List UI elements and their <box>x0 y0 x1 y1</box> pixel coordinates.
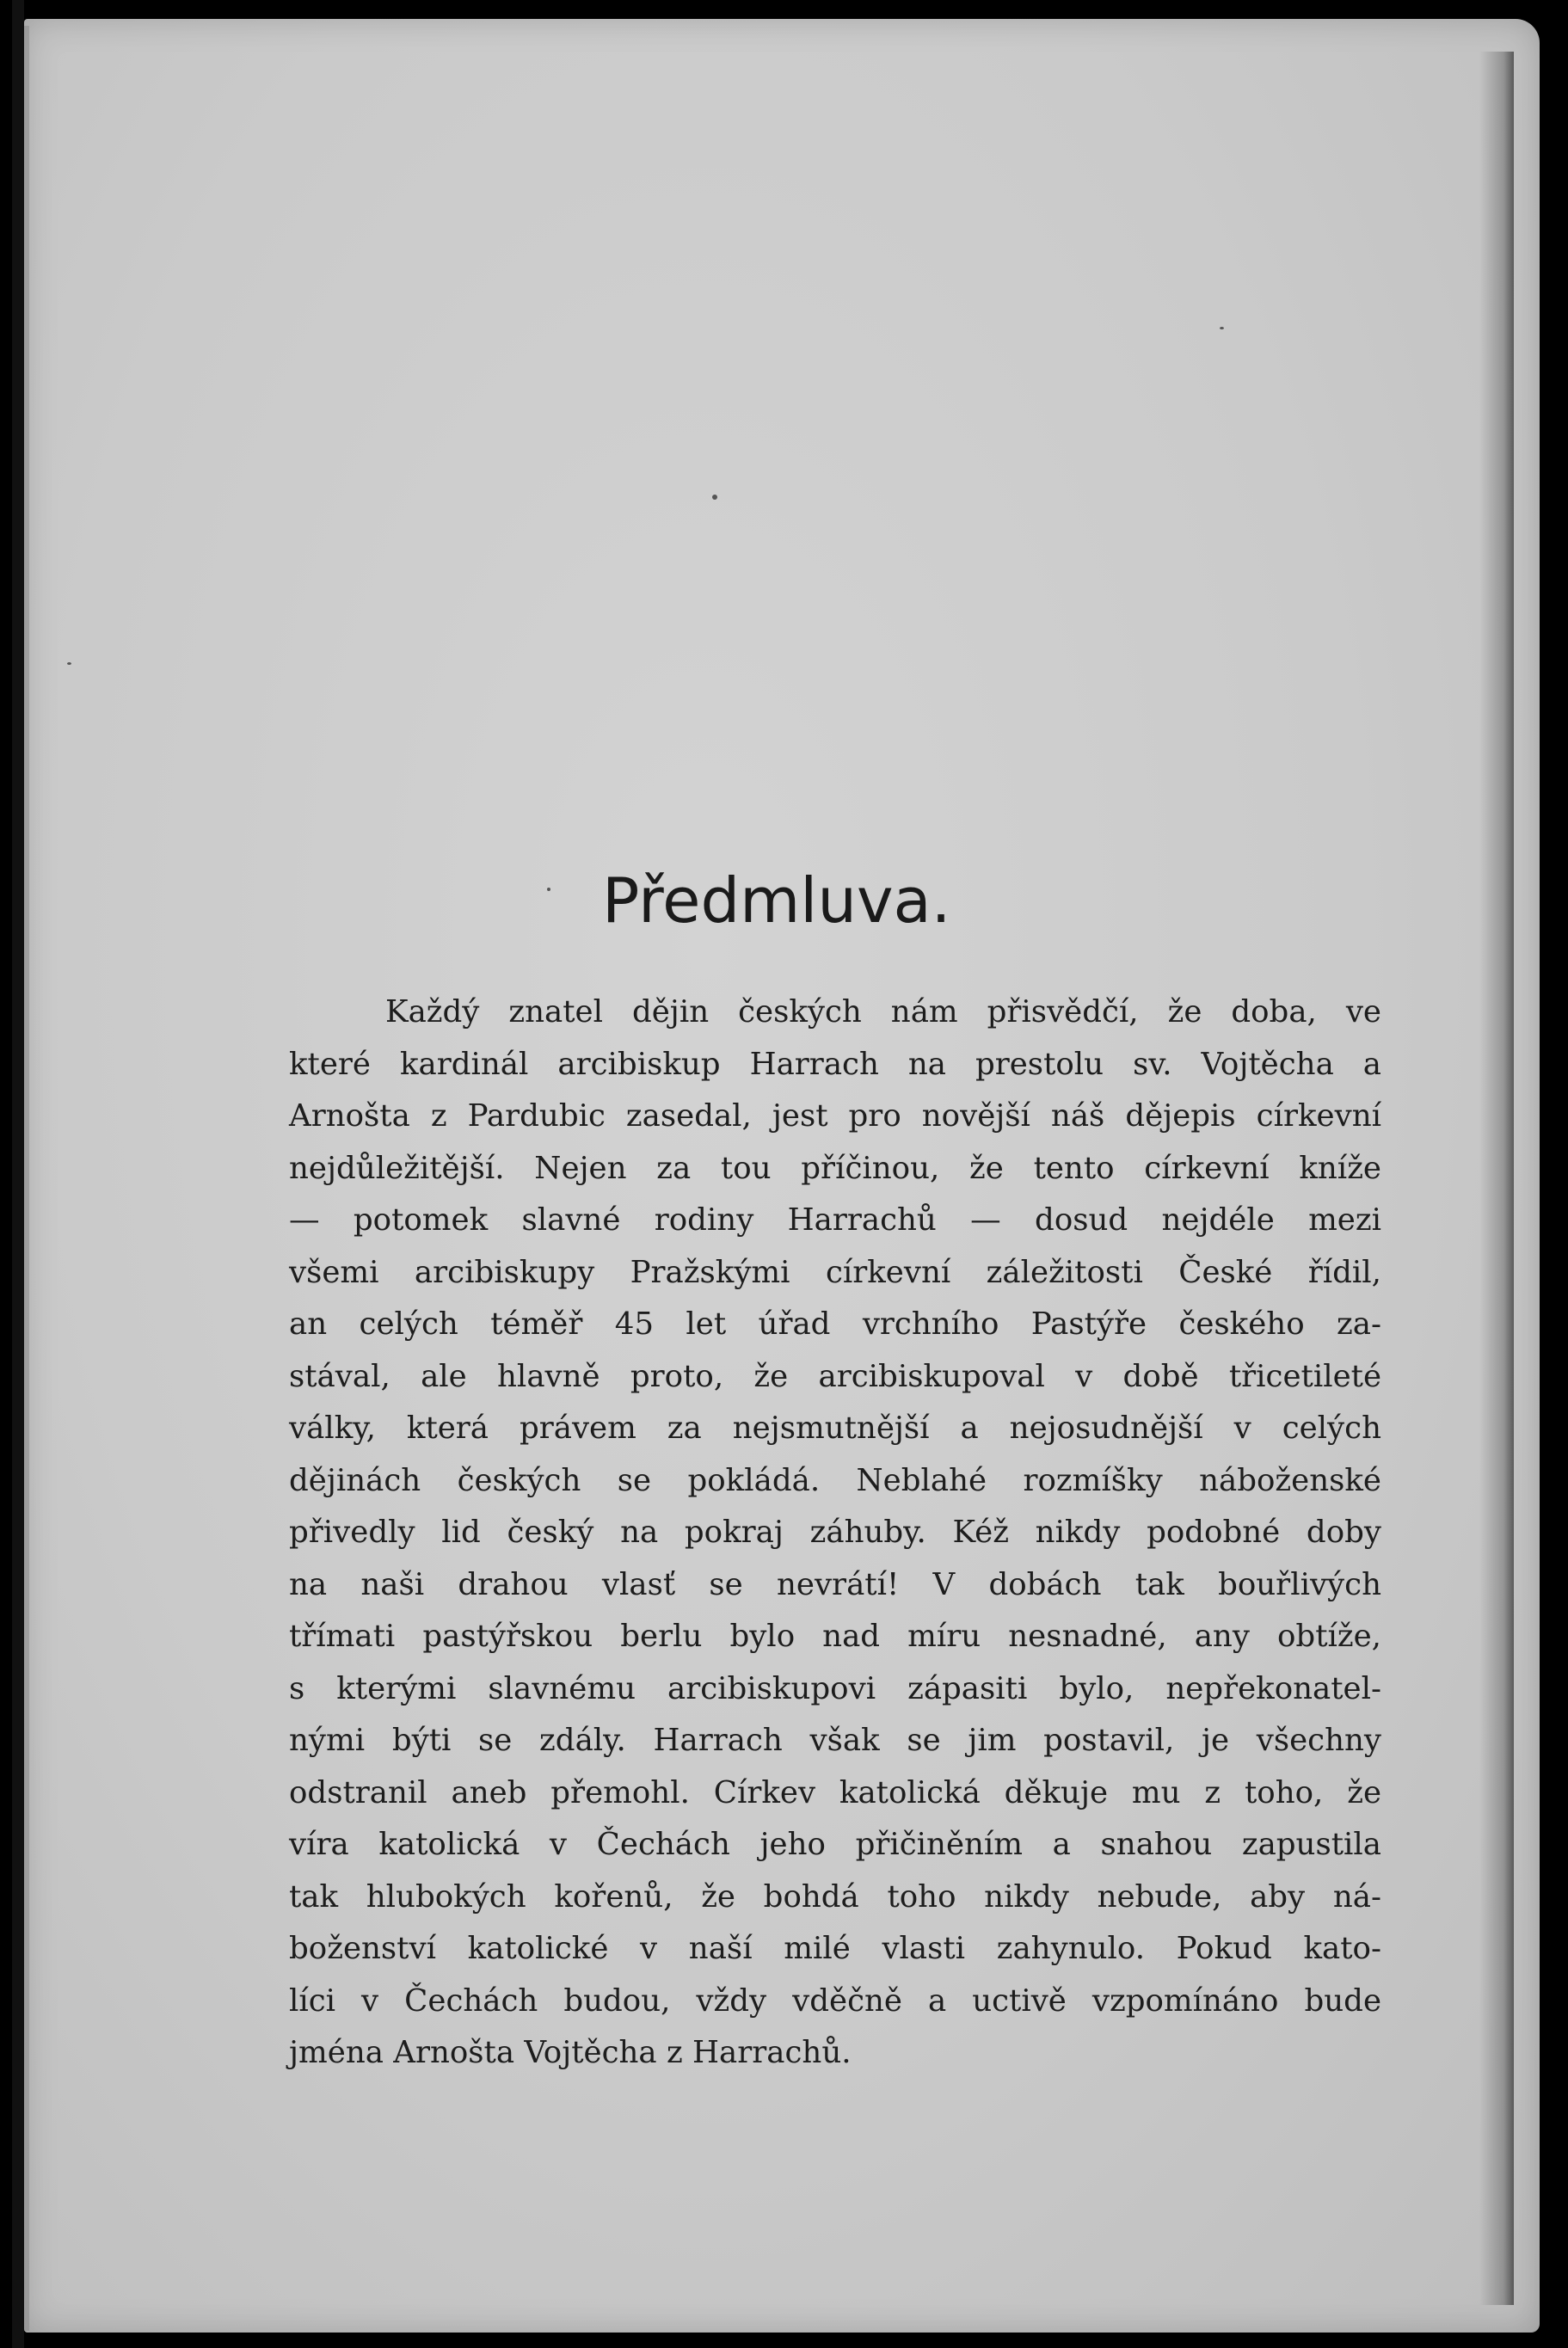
preface-paragraph <box>289 987 1381 2080</box>
text-line: odstranil aneb přemohl. Církev katolická děkuje mu z toho, že <box>289 1774 1381 1810</box>
text-line: an celých téměř 45 let úřad vrchního Pastýře českého za- <box>289 1306 1381 1342</box>
text-line: všemi arcibiskupy Pražskými církevní záležitosti České řídil, <box>289 1254 1381 1290</box>
text-line: které kardinál arcibiskup Harrach na prestolu sv. Vojtěcha a <box>289 1046 1381 1082</box>
text-line: války, která právem za nejsmutnější a nejosudnější v celých <box>289 1411 1381 1446</box>
gutter-shadow <box>24 26 29 2331</box>
text-line: nými býti se zdály. Harrach však se jim postavil, je všechny <box>289 1723 1381 1758</box>
text-line: — potomek slavné rodiny Harrachů — dosud nejdéle mezi <box>289 1202 1381 1238</box>
text-line: třímati pastýřskou berlu bylo nad míru nesnadné, any obtíže, <box>289 1619 1381 1654</box>
paper-speck <box>1220 327 1224 329</box>
text-line: stával, ale hlavně proto, že arcibiskupoval v době třicetileté <box>289 1358 1381 1394</box>
text-line: nejdůležitější. Nejen za tou příčinou, že tento církevní kníže <box>289 1150 1381 1186</box>
text-line: Arnošta z Pardubic zasedal, jest pro novější náš dějepis církevní <box>289 1098 1381 1134</box>
text-line: líci v Čechách budou, vždy vděčně a uctivě vzpomínáno bude <box>289 1982 1381 2019</box>
text-line: víra katolická v Čechách jeho přičiněním a snahou zapustila <box>289 1827 1381 1862</box>
text-line: tak hlubokých kořenů, že bohdá toho nikdy nebude, aby ná- <box>289 1878 1381 1915</box>
text-line: dějinách českých se pokládá. Neblahé rozmíšky náboženské <box>289 1462 1381 1498</box>
text-line: přivedly lid český na pokraj záhuby. Kéž nikdy podobné doby <box>289 1515 1381 1550</box>
paper-speck <box>547 888 550 891</box>
text-line: na naši drahou vlasť se nevrátí! V dobách tak bouřlivých <box>289 1566 1381 1602</box>
text-line: jména Arnošta Vojtěcha z Harrachů. <box>289 2035 852 2070</box>
book-spine-shadow <box>12 0 24 2348</box>
text-line: boženství katolické v naší milé vlasti zahynulo. Pokud kato- <box>289 1931 1381 1966</box>
text-line: Každý znatel dějin českých nám přisvědčí, že doba, ve <box>385 994 1381 1030</box>
paper-speck <box>67 662 71 665</box>
page-title: Předmluva. <box>602 864 951 937</box>
paper-speck <box>712 495 717 500</box>
page-edge-shadow <box>1479 52 1514 2305</box>
text-line: s kterými slavnému arcibiskupovi zápasiti bylo, nepřekonatel- <box>289 1670 1381 1706</box>
